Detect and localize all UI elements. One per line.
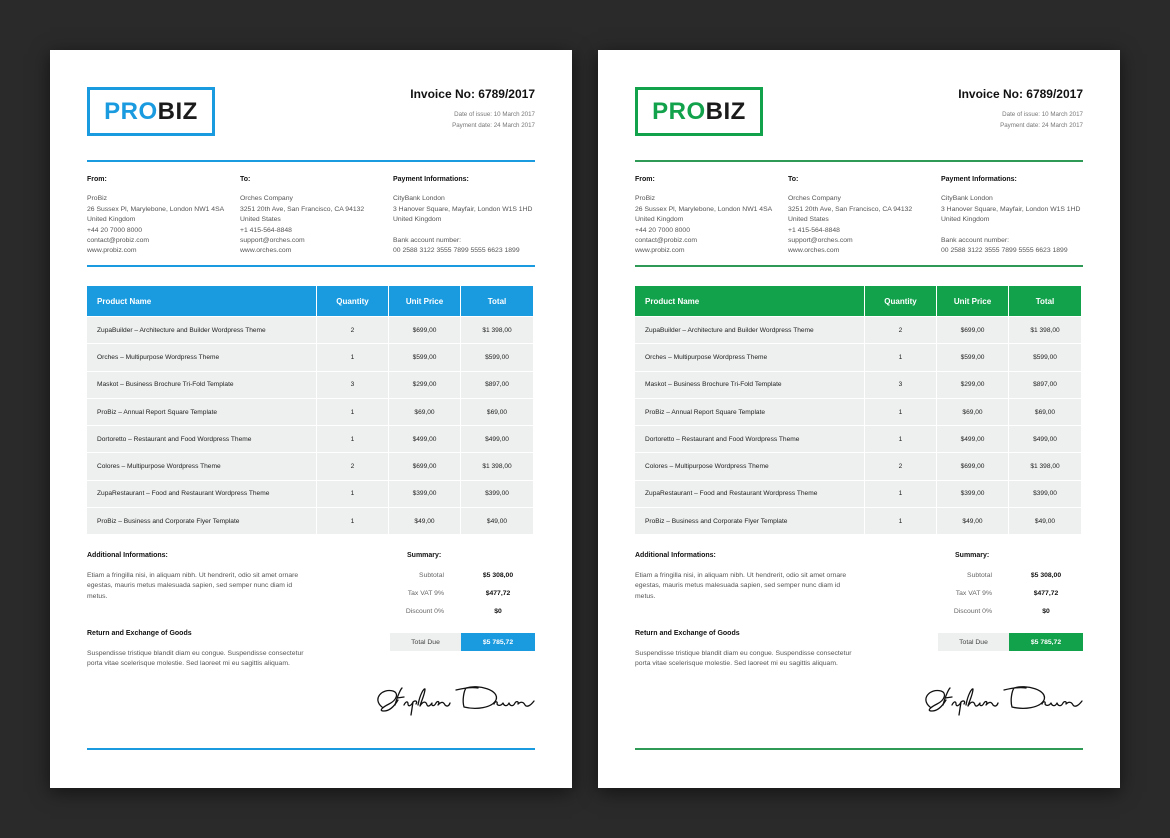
divider-middle [87,265,535,267]
table-row: Dortoretto – Restaurant and Food Wordpress Theme 1 $499,00 $499,00 [635,425,1081,452]
total-due-value: $5 785,72 [461,633,535,651]
additional-info-heading: Additional Informations: [635,552,716,559]
additional-info-text: Etiam a fringilla nisi, in aliquam nibh. Ut hendrerit, odio sit amet ornare egestas, mauris metus malesuada sapien, sed semper nunc diam id metus. [635,572,847,600]
divider-top [87,160,535,162]
signature [916,680,1084,716]
from-block: From: ProBiz 26 Sussex Pl, Marylebone, London NW1 4SA United Kingdom +44 20 7000 8000 contact@probiz.com www.probiz.com [87,176,225,255]
additional-info-heading: Additional Informations: [87,552,168,559]
table-row: Dortoretto – Restaurant and Food Wordpress Theme 1 $499,00 $499,00 [87,425,533,452]
items-table [634,286,1082,534]
divider-bottom [87,748,535,750]
table-row: ZupaRestaurant – Food and Restaurant Wordpress Theme 1 $399,00 $399,00 [635,480,1081,507]
summary-heading: Summary: [955,552,990,559]
table-row: ProBiz – Business and Corporate Flyer Template 1 $49,00 $49,00 [87,507,533,534]
invoice-page-green: PRO BIZ Invoice No: 6789/2017 Date of issue: 10 March 2017 Payment date: 24 March 2017 From: ProBiz 26 Sussex Pl, Marylebone, London NW1 4SA United Kingdom +44 20 7000 8000 contact@probiz.com www.probiz.com To: Orches Company 3251 20th Ave, San Francisco, CA 94132 United States +1 415-564-8848 support@orches.com www.orches.com Payment Informations: CityBank London 3 Hanover Square, Mayfair, London W1S 1HD United Kingdom Bank account number: 00 2588 3122 3555 7899 5555 6623 1899 Product Name Quantity Unit Price Total ZupaBuilder – Architecture and Builder Wordpress Theme 2 $699,00 $1 398,00 Orches – Multipurpose Wordpress Theme 1 $599,00 $599,00 Maskot – Business Brochure Tri-Fold Template 3 $299,00 $897,00 ProBiz – Annual Report Square Template 1 $69,00 $69,00 Dortoretto – Restaurant and Food Wordpress Theme 1 $499,00 $499,00 Colores – Multipurpose Wordpress Theme 2 $699,00 $1 398,00 ZupaRestaurant – Food and Restaurant Wordpress Theme 1 $399,00 $399,00 ProBiz – Business and Corporate Flyer Template 1 $49,00 $49,00 Additional Informations: Etiam a fringilla nisi, in aliquam nibh. Ut hendrerit, odio sit amet ornare egestas, mauris metus malesuada sapien, sed semper nunc diam id metus. Return and Exchange of Goods Suspendisse tristique blandit diam eu congue. Suspendisse consectetur porta vitae scelerisque molestie. Sed laoreet mi eu sagittis aliquam. Summary: Subtotal $5 308,00 Tax VAT 9% $477,72 Discount 0% $0 Total Due $5 785,72 [598,50,1120,788]
payment-date: Payment date: 24 March 2017 [452,122,535,129]
invoice-number: Invoice No: 6789/2017 [410,87,535,101]
divider-middle [635,265,1083,267]
probiz-logo: PRO BIZ [87,87,215,136]
signature [368,680,536,716]
col-header-total: Total [1009,286,1081,316]
total-due-label: Total Due [938,633,1009,651]
to-block: To: Orches Company 3251 20th Ave, San Francisco, CA 94132 United States +1 415-564-8848 support@orches.com www.orches.com [788,176,913,255]
additional-info-text: Etiam a fringilla nisi, in aliquam nibh. Ut hendrerit, odio sit amet ornare egestas, mauris metus malesuada sapien, sed semper nunc diam id metus. [87,572,299,600]
divider-top [635,160,1083,162]
col-header-quantity: Quantity [865,286,936,316]
payment-block: Payment Informations: CityBank London 3 Hanover Square, Mayfair, London W1S 1HD United Kingdom Bank account number: 00 2588 3122 3555 7899 5555 6623 1899 [941,176,1081,255]
table-row: ProBiz – Business and Corporate Flyer Template 1 $49,00 $49,00 [635,507,1081,534]
total-due [938,633,1083,651]
payment-block: Payment Informations: CityBank London 3 Hanover Square, Mayfair, London W1S 1HD United Kingdom Bank account number: 00 2588 3122 3555 7899 5555 6623 1899 [393,176,533,255]
returns-heading: Return and Exchange of Goods [87,630,192,637]
col-header-unit-price: Unit Price [937,286,1008,316]
col-header-quantity: Quantity [317,286,388,316]
probiz-logo: PRO BIZ [635,87,763,136]
divider-bottom [635,748,1083,750]
table-row: ProBiz – Annual Report Square Template 1 $69,00 $69,00 [635,398,1081,425]
invoice-number: Invoice No: 6789/2017 [958,87,1083,101]
table-row: ZupaBuilder – Architecture and Builder Wordpress Theme 2 $699,00 $1 398,00 [635,316,1081,343]
total-due-label: Total Due [390,633,461,651]
summary-heading: Summary: [407,552,442,559]
payment-date: Payment date: 24 March 2017 [1000,122,1083,129]
date-of-issue: Date of issue: 10 March 2017 [454,111,535,118]
table-row: Maskot – Business Brochure Tri-Fold Template 3 $299,00 $897,00 [87,371,533,398]
returns-text: Suspendisse tristique blandit diam eu congue. Suspendisse consectetur porta vitae scelerisque molestie. Sed laoreet mi eu sagittis aliquam. [635,650,852,668]
col-header-product: Product Name [635,286,864,316]
returns-text: Suspendisse tristique blandit diam eu congue. Suspendisse consectetur porta vitae scelerisque molestie. Sed laoreet mi eu sagittis aliquam. [87,650,304,668]
col-header-total: Total [461,286,533,316]
date-of-issue: Date of issue: 10 March 2017 [1002,111,1083,118]
items-table [86,286,534,534]
total-due-value: $5 785,72 [1009,633,1083,651]
table-row: Colores – Multipurpose Wordpress Theme 2 $699,00 $1 398,00 [87,452,533,479]
col-header-unit-price: Unit Price [389,286,460,316]
table-row: Colores – Multipurpose Wordpress Theme 2 $699,00 $1 398,00 [635,452,1081,479]
table-row: ZupaBuilder – Architecture and Builder Wordpress Theme 2 $699,00 $1 398,00 [87,316,533,343]
table-row: ProBiz – Annual Report Square Template 1 $69,00 $69,00 [87,398,533,425]
to-block: To: Orches Company 3251 20th Ave, San Francisco, CA 94132 United States +1 415-564-8848 support@orches.com www.orches.com [240,176,365,255]
col-header-product: Product Name [87,286,316,316]
table-row: Orches – Multipurpose Wordpress Theme 1 $599,00 $599,00 [635,343,1081,370]
returns-heading: Return and Exchange of Goods [635,630,740,637]
table-row: Orches – Multipurpose Wordpress Theme 1 $599,00 $599,00 [87,343,533,370]
invoice-page-blue: PRO BIZ Invoice No: 6789/2017 Date of issue: 10 March 2017 Payment date: 24 March 2017 From: ProBiz 26 Sussex Pl, Marylebone, London NW1 4SA United Kingdom +44 20 7000 8000 contact@probiz.com www.probiz.com To: Orches Company 3251 20th Ave, San Francisco, CA 94132 United States +1 415-564-8848 support@orches.com www.orches.com Payment Informations: CityBank London 3 Hanover Square, Mayfair, London W1S 1HD United Kingdom Bank account number: 00 2588 3122 3555 7899 5555 6623 1899 Product Name Quantity Unit Price Total ZupaBuilder – Architecture and Builder Wordpress Theme 2 $699,00 $1 398,00 Orches – Multipurpose Wordpress Theme 1 $599,00 $599,00 Maskot – Business Brochure Tri-Fold Template 3 $299,00 $897,00 ProBiz – Annual Report Square Template 1 $69,00 $69,00 Dortoretto – Restaurant and Food Wordpress Theme 1 $499,00 $499,00 Colores – Multipurpose Wordpress Theme 2 $699,00 $1 398,00 ZupaRestaurant – Food and Restaurant Wordpress Theme 1 $399,00 $399,00 ProBiz – Business and Corporate Flyer Template 1 $49,00 $49,00 Additional Informations: Etiam a fringilla nisi, in aliquam nibh. Ut hendrerit, odio sit amet ornare egestas, mauris metus malesuada sapien, sed semper nunc diam id metus. Return and Exchange of Goods Suspendisse tristique blandit diam eu congue. Suspendisse consectetur porta vitae scelerisque molestie. Sed laoreet mi eu sagittis aliquam. Summary: Subtotal $5 308,00 Tax VAT 9% $477,72 Discount 0% $0 Total Due $5 785,72 [50,50,572,788]
from-block: From: ProBiz 26 Sussex Pl, Marylebone, London NW1 4SA United Kingdom +44 20 7000 8000 contact@probiz.com www.probiz.com [635,176,773,255]
total-due [390,633,535,651]
table-row: ZupaRestaurant – Food and Restaurant Wordpress Theme 1 $399,00 $399,00 [87,480,533,507]
table-row: Maskot – Business Brochure Tri-Fold Template 3 $299,00 $897,00 [635,371,1081,398]
